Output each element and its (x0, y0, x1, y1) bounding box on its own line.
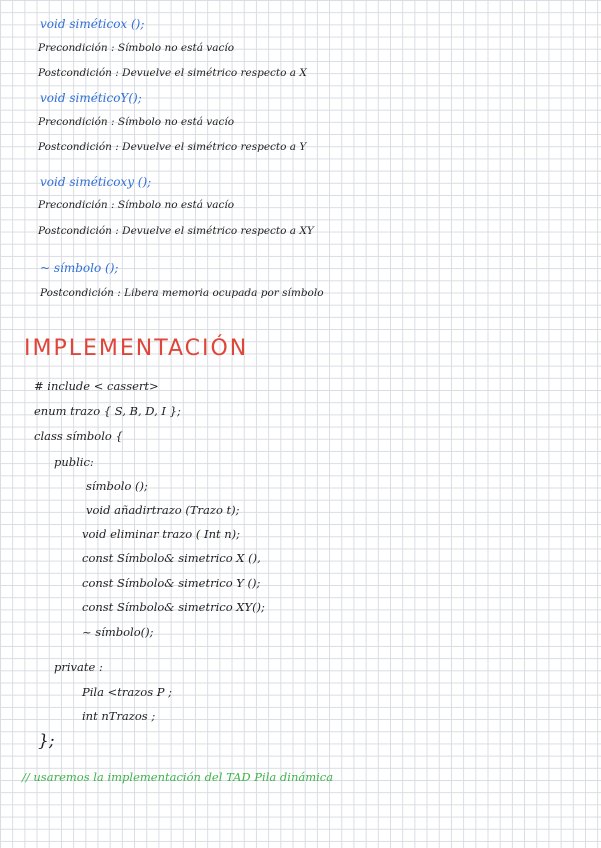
code-public-member: void eliminar trazo ( Int n); (82, 527, 241, 541)
code-public-member: ~ símbolo(); (82, 625, 154, 639)
code-private-member: Pila <trazos P ; (82, 685, 173, 699)
spec-destructor-post: Postcondición : Libera memoria ocupada por símbolo (40, 287, 324, 299)
code-public-member: const Símbolo& simetrico X (), (82, 551, 261, 565)
code-class-close: }; (38, 731, 55, 751)
code-public-member: void añadirtrazo (Trazo t); (86, 503, 240, 517)
implementation-comment: // usaremos la implementación del TAD Pila dinámica (22, 770, 334, 784)
spec-signature-x: void siméticox (); (40, 17, 145, 31)
spec-signature-xy: void siméticoxy (); (40, 175, 152, 189)
code-public-member: const Símbolo& simetrico XY(); (82, 600, 265, 614)
spec-post-y: Postcondición : Devuelve el simétrico respecto a Y (38, 141, 307, 153)
code-include: # include < cassert> (34, 379, 159, 393)
spec-pre-xy: Precondición : Símbolo no está vacío (38, 199, 235, 211)
code-public: public: (54, 455, 94, 469)
spec-post-xy: Postcondición : Devuelve el simétrico respecto a XY (38, 225, 314, 237)
code-public-member: símbolo (); (86, 479, 148, 493)
spec-pre-y: Precondición : Símbolo no está vacío (38, 116, 235, 128)
code-public-member: const Símbolo& simetrico Y (); (82, 576, 261, 590)
spec-post-x: Postcondición : Devuelve el simétrico respecto a X (38, 67, 307, 79)
code-private: private : (54, 660, 103, 674)
spec-pre-x: Precondición : Símbolo no está vacío (38, 42, 235, 54)
code-enum: enum trazo { S, B, D, I }; (34, 404, 181, 418)
code-class-open: class símbolo { (34, 429, 123, 443)
code-private-member: int nTrazos ; (82, 709, 156, 723)
spec-signature-y: void siméticoY(); (40, 91, 142, 105)
spec-destructor-signature: ~ símbolo (); (40, 261, 119, 275)
section-title: IMPLEMENTACIÓN (24, 336, 249, 361)
